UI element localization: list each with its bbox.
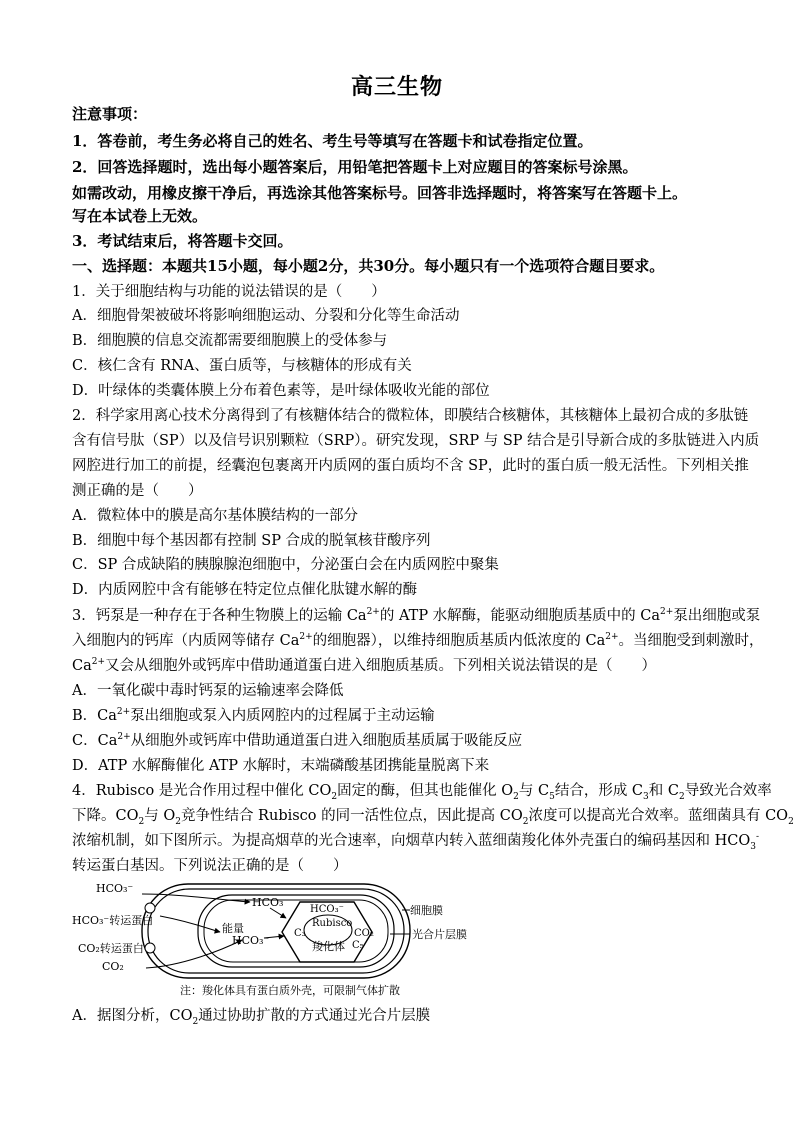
q4-stem-4: 转运蛋白基因。下列说法正确的是（ ） <box>72 858 348 874</box>
arrow-co2-in <box>146 940 242 968</box>
label-energy: 能量 <box>222 922 244 935</box>
label-rubisco: Rubisco <box>312 918 353 929</box>
q4-stem-3: 浓缩机制，如下图所示。为提高烟草的光合速率，向烟草内转入蓝细菌羧化体外壳蛋白的编码基因和 $HCO_3^-$ <box>72 832 760 852</box>
q3-stem-2: 入细胞内的钙库（内质网等储存 $Ca^{2+}$的细胞器），以维持细胞质基质内低浓度的 $Ca^{2+}$。当细胞受到刺激时， <box>72 632 764 649</box>
q3-stem-1: 3．钙泵是一种存在于各种生物膜上的运输 $Ca^{2+}$的 ATP 水解酶，能驱动细胞质基质中的 $Ca^{2+}$泵出细胞或泵 <box>72 607 761 624</box>
q2-option-a: A．微粒体中的膜是高尔基体膜结构的一部分 <box>72 508 358 524</box>
q4-stem-2: 下降。$CO_2$与 $O_2$竞争性结合 Rubisco 的同一活性位点，因此提高 $CO_2$浓度可以提高光合效率。蓝细菌具有 $CO_2$ <box>72 808 794 827</box>
q1-option-d: D．叶绿体的类囊体膜上分布着色素等，是叶绿体吸收光能的部位 <box>72 383 490 399</box>
q1-option-b: B．细胞膜的信息交流都需要细胞膜上的受体参与 <box>72 333 388 349</box>
section-heading: 一、选择题：本题共15小题，每小题2分，共30分。每小题只有一个选项符合题目要求。 <box>72 257 665 275</box>
q2-option-b: B．细胞中每个基因都有控制 SP 合成的脱氧核苷酸序列 <box>72 533 431 549</box>
q3-option-d: D．ATP 水解酶催化 ATP 水解时，末端磷酸基团携能量脱离下来 <box>72 758 490 774</box>
figure-note: 注：羧化体具有蛋白质外壳，可限制气体扩散 <box>180 984 400 997</box>
label-thylakoid-membrane: 光合片层膜 <box>412 928 467 941</box>
q2-stem-4: 测正确的是（ ） <box>72 483 203 499</box>
q3-option-c: C．$Ca^{2+}$从细胞外或钙库中借助通道蛋白进入细胞质基质属于吸能反应 <box>72 732 523 749</box>
q3-option-a: A．一氧化碳中毒时钙泵的运输速率会降低 <box>72 683 344 699</box>
q2-stem-2: 含有信号肽（SP）以及信号识别颗粒（SRP）。研究发现，SRP 与 SP 结合是引导新合成的多肽链进入内质 <box>72 433 760 449</box>
q1-option-a: A．细胞骨架被破坏将影响细胞运动、分裂和分化等生命活动 <box>72 308 460 324</box>
notice-1: 1．答卷前，考生务必将自己的姓名、考生号等填写在答题卡和试卷指定位置。 <box>72 132 593 150</box>
label-cell-membrane: 细胞膜 <box>410 904 443 917</box>
arrow-to-carboxysome-1 <box>270 908 286 918</box>
notice-3: 3．考试结束后，将答题卡交回。 <box>72 232 293 250</box>
hco3-transporter-pore <box>145 903 155 913</box>
q2-option-d: D．内质网腔中含有能够在特定位点催化肽键水解的酶 <box>72 582 418 598</box>
q4-option-a: A．据图分析，$CO_2$通过协助扩散的方式通过光合片层膜 <box>72 1008 431 1027</box>
q1-stem: 1．关于细胞结构与功能的说法错误的是（ ） <box>72 284 386 300</box>
co2-transporter-pore <box>145 943 155 953</box>
q4-stem-1: 4．Rubisco 是光合作用过程中催化 $CO_2$固定的酶，但其也能催化 $O_2$与 $C_5$结合，形成 $C_3$和 $C_2$导致光合效率 <box>72 783 772 802</box>
notice-2-cont: 如需改动，用橡皮擦干净后，再选涂其他答案标号。回答非选择题时，将答案写在答题卡上。 <box>72 184 688 202</box>
notice-2-cont2: 写在本试卷上无效。 <box>72 207 208 225</box>
label-c3: C₃ <box>294 928 306 939</box>
label-hco3-outside: HCO₃⁻ <box>96 882 134 895</box>
page-title: 高三生物 <box>350 74 443 100</box>
label-co2-outside: CO₂ <box>102 960 124 973</box>
q3-option-b: B．$Ca^{2+}$泵出细胞或泵入内质网腔内的过程属于主动运输 <box>72 707 435 724</box>
q2-stem-3: 网腔进行加工的前提，经囊泡包裹离开内质网的蛋白质均不含 SP，此时的蛋白质一般无活性。下列相关推 <box>72 458 749 474</box>
cyanobacteria-co2-diagram <box>72 880 492 1000</box>
label-carboxysome: 羧化体 <box>312 940 345 953</box>
label-hco3-inner-1: HCO₃⁻ <box>252 896 290 909</box>
label-co2-carboxysome: CO₂ <box>354 928 374 939</box>
label-hco3-inner-2: HCO₃⁻ <box>232 934 270 947</box>
notice-heading: 注意事项： <box>72 105 148 123</box>
q1-option-c: C．核仁含有 RNA、蛋白质等，与核糖体的形成有关 <box>72 358 412 374</box>
label-c5: C₅ <box>352 940 364 951</box>
label-hco3-transporter: HCO₃⁻转运蛋白 <box>72 914 154 927</box>
notice-2: 2．回答选择题时，选出每小题答案后，用铅笔把答题卡上对应题目的答案标号涂黑。 <box>72 158 638 176</box>
q2-stem-1: 2．科学家用离心技术分离得到了有核糖体结合的微粒体，即膜结合核糖体，其核糖体上最初合成的多肽链 <box>72 408 749 424</box>
label-hco3-carboxysome: HCO₃⁻ <box>310 904 344 915</box>
label-co2-transporter: CO₂转运蛋白 <box>78 942 144 955</box>
arrow-energy <box>160 916 220 932</box>
q3-stem-3: $Ca^{2+}$又会从细胞外或钙库中借助通道蛋白进入细胞质基质。下列相关说法错误的是（ ） <box>72 657 657 674</box>
q2-option-c: C．SP 合成缺陷的胰腺腺泡细胞中，分泌蛋白会在内质网腔中聚集 <box>72 557 499 573</box>
